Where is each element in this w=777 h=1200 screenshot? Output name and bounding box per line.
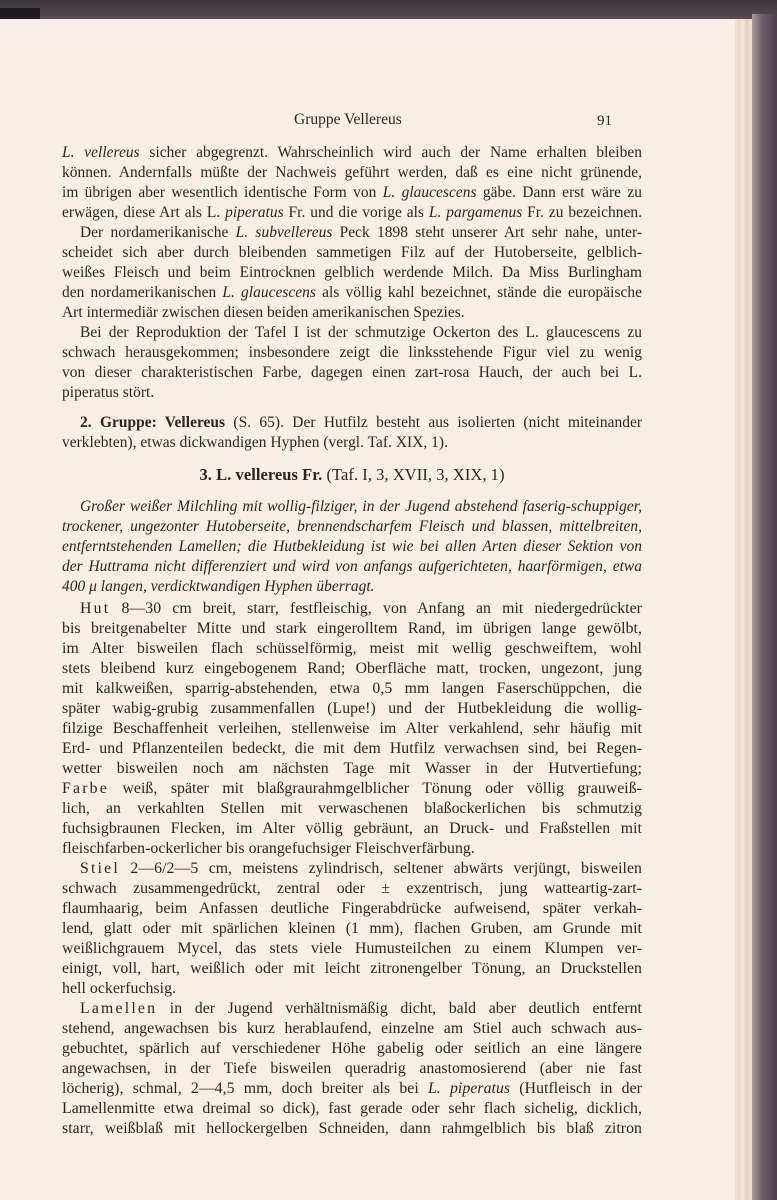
text-span: Der nordamerikanische <box>80 224 236 241</box>
text-line: piperatus stört. <box>62 384 155 401</box>
text-line: stets bleibend kurz eingebogenem Rand; Oberfläche matt, trocken, ungezont, jung <box>62 660 642 677</box>
text-line: gebuchtet, spärlich auf verschiedener Höhe gabelig oder seitlich an eine längere <box>62 1040 642 1057</box>
text-line <box>62 557 642 577</box>
text-span: den nordamerikanischen <box>62 284 223 301</box>
text-line <box>62 163 642 183</box>
species-title: 3. L. vellereus Fr. <box>199 465 323 484</box>
text-line <box>62 599 642 619</box>
text-span: löcherig), schmal, 2—4,5 mm, doch breiter als bei <box>62 1080 428 1097</box>
text-span: können. Andernfalls müßte der Nachweis geführt werden, daß es eine nicht grünende, <box>62 164 642 181</box>
text-line: flaumhaarig, beim Anfassen deutliche Fingerabdrücke aufweisend, später verkah- <box>62 900 642 917</box>
diagnosis-text: Großer weißer Milchling mit wollig-filziger, in der Jugend abstehend faserig-schuppiger, <box>80 498 642 515</box>
text-line <box>62 859 642 879</box>
text-span: (S. 65). Der Hutfilz besteht aus isolierten (nicht miteinander <box>225 414 643 431</box>
text-line: mit kalkweißen, sparrig-abstehenden, etwa 0,5 mm langen Faserschüppchen, die <box>62 680 642 697</box>
text-line <box>62 517 642 537</box>
section-term: Hut <box>80 600 111 617</box>
text-line <box>62 143 642 163</box>
text-line: schwach herausgekommen; insbesondere zeigt die linksstehende Figur viel zu wenig <box>62 344 642 361</box>
text-line: filzige Beschaffenheit verleihen, stellenweise im Alter verkahlend, sehr häufig mit <box>62 720 642 737</box>
species-name: L. subvellereus <box>235 224 333 241</box>
text-line <box>62 1079 642 1099</box>
text-line: weißes Fleisch und beim Eintrocknen gelblich werdende Milch. Da Miss Burlingham <box>62 264 642 281</box>
text-line <box>62 223 642 243</box>
text-line: Lamellenmitte etwa dreimal so dick), fast gerade oder sehr flach sichelig, dicklich, <box>62 1100 642 1117</box>
text-line <box>62 537 642 557</box>
text-line <box>62 283 642 303</box>
text-line: schwach zusammengedrückt, zentral oder ± exzentrisch, jung watteartig-zart- <box>62 880 642 897</box>
text-line: einigt, voll, hart, weißlich oder mit leicht zitronengelber Tönung, an Druckstellen <box>62 960 642 977</box>
text-line: verklebten), etwas dickwandigen Hyphen (vergl. Taf. XIX, 1). <box>62 434 448 451</box>
text-span: in der Jugend verhältnismäßig dicht, bald aber deutlich entfernt <box>157 1000 642 1017</box>
text-line: später wabig-grubig zusammenfallen (Lupe!) und der Hutbekleidung die wollig- <box>62 700 642 717</box>
species-name: L. pargamenus <box>428 204 523 221</box>
text-span: Fr. zu bezeichnen. <box>522 204 642 221</box>
section-term: Lamellen <box>80 1000 158 1017</box>
species-name: L. glaucescens <box>222 284 316 301</box>
text-span: sicher abgegrenzt. Wahrscheinlich wird auch der Name erhalten bleiben <box>139 144 642 161</box>
text-span: weiß, später mit blaßgraurahmgelblicher Tönung oder völlig grauweiß- <box>108 780 642 797</box>
species-name: L. glaucescens <box>382 184 477 201</box>
text-span: Fr. und die vorige als <box>283 204 429 221</box>
page-number: 91 <box>597 113 612 129</box>
diagnosis-text: entferntstehenden Lamellen; die Hutbekleidung ist wie bei allen Arten dieser Sektion von <box>62 538 642 555</box>
text-span: 2—6/2—5 cm, meistens zylindrisch, seltener abwärts verjüngt, bisweilen <box>119 860 642 877</box>
group-heading: 2. Gruppe: Vellereus <box>80 414 226 431</box>
text-line <box>62 779 642 799</box>
text-span: (Hutfleisch in der <box>510 1080 642 1097</box>
diagnosis-text: der Huttrama nicht differenziert und wird von anfangs aufgerichteten, haarförmigen, etwa <box>62 558 642 575</box>
text-line: stehend, angewachsen bis kurz herablaufend, einzelne am Stiel auch schwach aus- <box>62 1020 642 1037</box>
text-line: fuchsigbraunen Flecken, im Alter völlig gebräunt, an Druck- und Fraßstellen mit <box>62 820 642 837</box>
section-term: Farbe <box>62 780 109 797</box>
species-name: L. piperatus <box>427 1080 511 1097</box>
text-span: 8—30 cm breit, starr, festfleischig, von Anfang an mit niedergedrückter <box>110 600 642 617</box>
text-span: im übrigen aber wesentlich identische Form von <box>62 184 383 201</box>
scan-right-shadow <box>752 14 777 1200</box>
text-line: Erd- und Pflanzenteilen bedeckt, die mit dem Hutfilz verwachsen sind, bei Regen- <box>62 740 642 757</box>
species-heading <box>62 465 642 485</box>
species-name: piperatus <box>225 204 284 221</box>
text-line: starr, weißblaß mit hellockergelben Schneiden, dann rahmgelblich bis blaß zitron <box>62 1120 642 1137</box>
text-line: Art intermediär zwischen diesen beiden amerikanischen Spezies. <box>62 304 465 321</box>
text-line: angewachsen, in der Tiefe bisweilen queradrig anastomosierend (aber nie fast <box>62 1060 642 1077</box>
text-line: bis breitgenabelter Mitte und stark eingerolltem Rand, im übrigen lange gewölbt, <box>62 620 642 637</box>
species-name: L. vellereus <box>62 144 140 161</box>
text-line: fleischfarben-ockerlicher bis orangefuchsiger Fleischverfärbung. <box>62 840 475 857</box>
text-line: weißlichgrauem Mycel, das stets viele Humusteilchen zu einem Klumpen ver- <box>62 940 642 957</box>
scan-top-border <box>0 0 777 20</box>
text-span: gäbe. Dann erst wäre zu <box>476 184 643 201</box>
text-line <box>62 497 642 517</box>
text-line <box>62 577 642 597</box>
text-line: Bei der Reproduktion der Tafel I ist der schmutzige Ockerton des L. glaucescens zu <box>80 324 642 341</box>
text-line <box>62 413 642 433</box>
text-line: hell ockerfuchsig. <box>62 980 177 997</box>
text-span: als völlig kahl bezeichnet, stände die europäische <box>315 284 642 301</box>
section-term: Stiel <box>80 860 120 877</box>
plate-reference: (Taf. I, 3, XVII, 3, XIX, 1) <box>322 465 505 484</box>
text-line <box>62 203 642 223</box>
text-line: lich, an verkahlten Stellen mit verwaschenen blaßockerlichen bis schmutzig <box>62 800 642 817</box>
text-line <box>62 183 642 203</box>
diagnosis-text: trockener, ungezonter Hutoberseite, brennendscharfem Fleisch und blassen, mittelbreiten, <box>62 518 642 535</box>
text-span: Peck 1898 steht unserer Art sehr nahe, unter- <box>332 224 642 241</box>
diagnosis-text: 400 μ langen, verdicktwandigen Hyphen überragt. <box>62 578 375 595</box>
text-line: scheidet sich aber durch bleibenden sammetigen Filz auf der Hutoberseite, gelblich- <box>62 244 642 261</box>
text-line: im Alter bisweilen flach schüsselförmig, meist mit wellig geschweiftem, wohl <box>62 640 642 657</box>
text-line: lend, glatt oder mit spärlichen kleinen (1 mm), flachen Gruben, am Grunde mit <box>62 920 642 937</box>
text-span: erwägen, diese Art als L. <box>62 204 226 221</box>
text-line <box>62 999 642 1019</box>
text-line: von dieser charakteristischen Farbe, dagegen einen zart-rosa Hauch, der auch bei L. <box>62 364 642 381</box>
text-line: wetter bisweilen noch am nächsten Tage mit Wasser in der Hutvertiefung; <box>62 760 642 777</box>
running-head: Gruppe Vellereus <box>294 111 402 128</box>
